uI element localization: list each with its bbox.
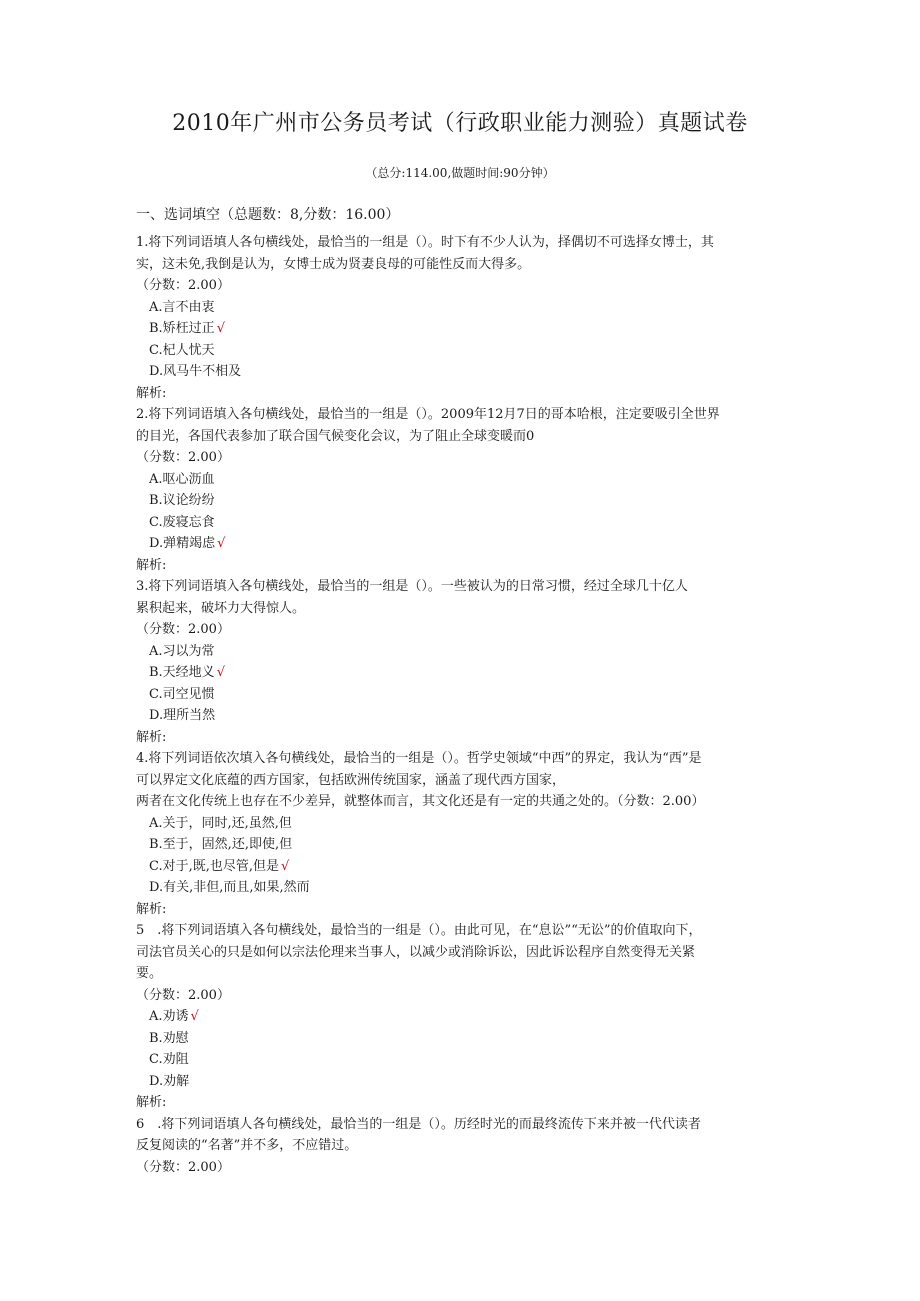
answer-option bbox=[136, 834, 786, 856]
section-heading: 一、选词填空（总题数：8,分数：16.00） bbox=[136, 207, 400, 223]
question-score: （分数：2.00） bbox=[136, 1159, 230, 1175]
option-label: A.劝诱 bbox=[149, 1009, 189, 1024]
analysis-label: 解析: bbox=[136, 729, 167, 745]
option-label: A.习以为常 bbox=[149, 643, 215, 659]
option-label: D.劝解 bbox=[149, 1073, 190, 1089]
correct-answer-check-icon: √ bbox=[216, 321, 225, 336]
answer-option bbox=[136, 469, 786, 491]
option-label: D.理所当然 bbox=[149, 708, 216, 723]
answer-option bbox=[136, 813, 786, 835]
question-text: 要。 bbox=[136, 966, 163, 981]
question-text: 5 .将下列词语填入各句横线处，最恰当的一组是（）。由此可见，在“息讼”“无讼”的价值取向下， bbox=[136, 923, 702, 938]
answer-option bbox=[136, 1028, 786, 1050]
question-text: 1.将下列词语填人各句横线处，最恰当的一组是（）。时下有不少人认为，择偶切不可选择女博士，其 bbox=[136, 235, 714, 250]
answer-option bbox=[136, 490, 786, 512]
exam-meta: （总分:114.00,做题时间:90分钟） bbox=[365, 166, 555, 180]
question-score: （分数：2.00） bbox=[136, 987, 230, 1003]
question-item bbox=[136, 576, 786, 748]
answer-option bbox=[136, 705, 786, 727]
option-label: C.司空见惯 bbox=[149, 686, 215, 702]
question-item bbox=[136, 1114, 786, 1179]
question-list bbox=[136, 232, 786, 1178]
option-label: B.矫枉过正 bbox=[149, 321, 215, 336]
option-label: B.至于，固然,还,即使,但 bbox=[149, 837, 293, 852]
page-title: 2010年广州市公务员考试（行政职业能力测验）真题试卷 bbox=[172, 111, 748, 136]
option-label: B.议论纷纷 bbox=[149, 493, 215, 508]
option-label: D.有关,非但,而且,如果,然而 bbox=[149, 880, 310, 895]
option-label: B.劝慰 bbox=[149, 1030, 189, 1046]
option-label: C.劝阻 bbox=[149, 1052, 189, 1067]
answer-option bbox=[136, 340, 786, 362]
option-label: B.天经地义 bbox=[149, 665, 215, 680]
answer-option bbox=[136, 318, 786, 340]
question-text: 6 .将下列词语填人各句横线处，最恰当的一组是（）。历经时光的而最终流传下来并被一代代读者 bbox=[136, 1116, 701, 1132]
question-item bbox=[136, 232, 786, 404]
question-text: 两者在文化传统上也存在不少差异，就整体而言，其文化还是有一定的共通之处的。（分数：2.00） bbox=[136, 794, 705, 809]
correct-answer-check-icon: √ bbox=[281, 858, 290, 874]
question-text: 4.将下列词语依次填入各句横线处，最恰当的一组是（）。哲学史领域“中西”的界定，我认为“西”是 bbox=[136, 751, 702, 766]
correct-answer-check-icon: √ bbox=[217, 536, 226, 551]
answer-option bbox=[136, 297, 786, 319]
question-text: 可以界定文化底蕴的西方国家，包括欧洲传统国家，涵盖了现代西方国家， bbox=[136, 772, 566, 788]
option-label: C.杞人忧天 bbox=[149, 342, 215, 358]
analysis-label: 解析: bbox=[136, 557, 167, 573]
question-item bbox=[136, 920, 786, 1114]
analysis-label: 解析: bbox=[136, 901, 167, 917]
analysis-label: 解析: bbox=[136, 385, 167, 401]
option-label: A.呕心沥血 bbox=[149, 471, 215, 487]
correct-answer-check-icon: √ bbox=[190, 1009, 199, 1024]
answer-option bbox=[136, 1049, 786, 1071]
question-text: 实，这未免,我倒是认为，女博士成为贤妻良母的可能性反而大得多。 bbox=[136, 256, 531, 272]
option-label: C.对于,既,也尽管,但是 bbox=[149, 858, 280, 874]
question-item bbox=[136, 748, 786, 920]
option-label: A.言不由衷 bbox=[149, 299, 215, 315]
answer-option bbox=[136, 533, 786, 555]
question-text: 3.将下列词语填入各句横线处，最恰当的一组是（）。一些被认为的日常习惯，经过全球几十亿人 bbox=[136, 579, 688, 594]
option-label: C.废寝忘食 bbox=[149, 514, 215, 530]
answer-option bbox=[136, 361, 786, 383]
option-label: D.风马牛不相及 bbox=[149, 364, 242, 379]
answer-option bbox=[136, 1006, 786, 1028]
question-score: （分数：2.00） bbox=[136, 450, 230, 465]
question-score: （分数：2.00） bbox=[136, 278, 230, 293]
option-label: A.关于，同时,还,虽然,但 bbox=[149, 815, 292, 831]
analysis-label: 解析: bbox=[136, 1095, 167, 1110]
question-item bbox=[136, 404, 786, 576]
question-text: 反复阅读的“名著”并不多，不应错过。 bbox=[136, 1138, 358, 1153]
answer-option bbox=[136, 1071, 786, 1093]
answer-option bbox=[136, 641, 786, 663]
question-score: （分数：2.00） bbox=[136, 622, 230, 637]
answer-option bbox=[136, 856, 786, 878]
answer-option bbox=[136, 877, 786, 899]
question-text: 累积起来，破坏力大得惊人。 bbox=[136, 600, 306, 616]
question-text: 2.将下列词语填入各句横线处，最恰当的一组是（）。2009年12月7日的哥本哈根，注定要吸引全世界 bbox=[136, 407, 720, 422]
answer-option bbox=[136, 512, 786, 534]
question-text: 的目光，各国代表参加了联合国气候变化会议，为了阻止全球变暖而0 bbox=[136, 428, 535, 444]
correct-answer-check-icon: √ bbox=[216, 665, 225, 680]
option-label: D.弹精竭虑 bbox=[149, 536, 216, 551]
answer-option bbox=[136, 662, 786, 684]
question-text: 司法官员关心的只是如何以宗法伦理来当事人，以减少或消除诉讼，因此诉讼程序自然变得无关紧 bbox=[136, 944, 696, 960]
answer-option bbox=[136, 684, 786, 706]
